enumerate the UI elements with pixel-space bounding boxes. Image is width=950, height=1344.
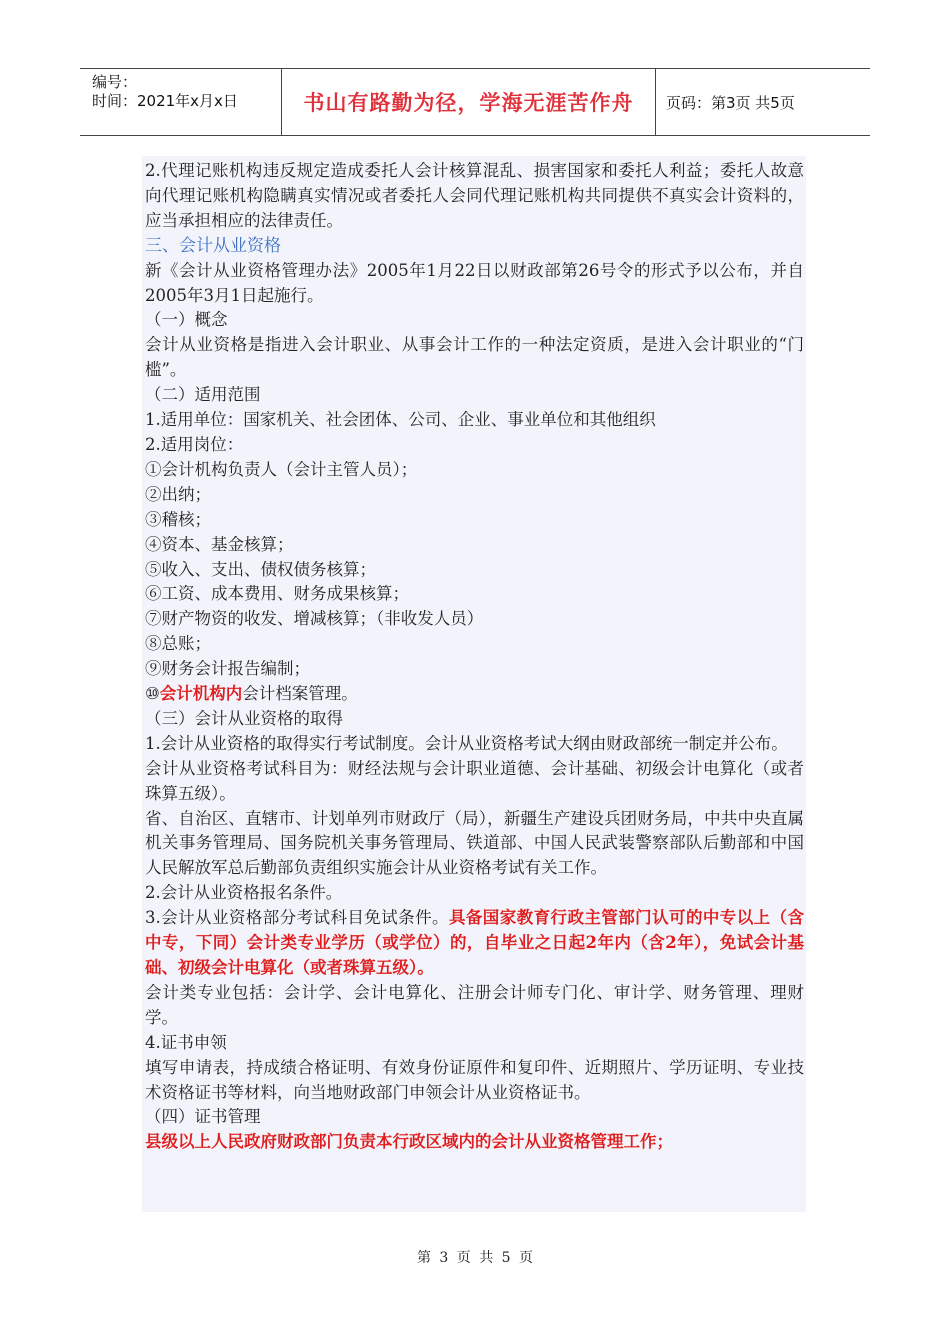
list-item: ③稽核； xyxy=(145,509,211,529)
list-item: ④资本、基金核算； xyxy=(145,534,294,554)
paragraph: 2.会计从业资格报名条件。 xyxy=(145,883,343,903)
list-item: ⑥工资、成本费用、财务成果核算； xyxy=(145,584,409,604)
subsection-heading: （二）适用范围 xyxy=(145,385,261,405)
list-item: ②出纳； xyxy=(145,484,211,504)
header-page-info: 页码：第3页 共5页 xyxy=(666,93,795,112)
paragraph: 4.证书申领 xyxy=(145,1032,227,1052)
paragraph: 填写申请表，持成绩合格证明、有效身份证原件和复印件、近期照片、学历证明、专业技术资格证书等材料，向当地财政部门申领会计从业资格证书。 xyxy=(145,1057,804,1102)
list-item: ⑧总账； xyxy=(145,634,211,654)
subsection-heading: （三）会计从业资格的取得 xyxy=(145,708,343,728)
text-suffix: 会计档案管理。 xyxy=(242,684,358,704)
paragraph: 1.会计从业资格的取得实行考试制度。会计从业资格考试大纲由财政部统一制定并公布。 xyxy=(145,733,788,753)
highlight-text: 具备国家教育行政主管部门认可的中专以上（含中专，下同）会计类专业学历（或学位）的，自毕业之日起2年内（含2年），免试会计基础、初级会计电算化（或者珠算五级）。 xyxy=(145,908,805,977)
paragraph: 2.适用岗位： xyxy=(145,434,244,454)
time-label: 时间：2021年x月x日 xyxy=(92,92,238,110)
paragraph xyxy=(145,1130,804,1155)
paragraph: 1.适用单位：国家机关、社会团体、公司、企业、事业单位和其他组织 xyxy=(145,410,656,430)
list-item: ①会计机构负责人（会计主管人员）； xyxy=(145,459,418,479)
number-label: 编号： xyxy=(92,73,138,91)
paragraph xyxy=(145,906,804,981)
paragraph: 省、自治区、直辖市、计划单列市财政厅（局），新疆生产建设兵团财务局，中共中央直属机关事务管理局、国务院机关事务管理局、铁道部、中国人民武装警察部队后勤部和中国人民解放军总后勤部负责组织实施会计从业资格考试有关工作。 xyxy=(145,808,804,878)
subsection-heading: （四）证书管理 xyxy=(145,1107,261,1127)
header-motto: 书山有路勤为径，学海无涯苦作舟 xyxy=(282,69,656,135)
section-heading: 三、会计从业资格 xyxy=(145,235,281,256)
list-item: ⑤收入、支出、债权债务核算； xyxy=(145,559,376,579)
paragraph: 会计从业资格考试科目为：财经法规与会计职业道德、会计基础、初级会计电算化（或者珠算五级）。 xyxy=(145,758,804,803)
list-item: ⑨财务会计报告编制； xyxy=(145,659,310,679)
document-body xyxy=(142,156,806,1212)
paragraph: 会计从业资格是指进入会计职业、从事会计工作的一种法定资质，是进入会计职业的“门槛”。 xyxy=(145,335,804,380)
paragraph: 2.代理记账机构违反规定造成委托人会计核算混乱、损害国家和委托人利益；委托人故意向代理记账机构隐瞒真实情况或者委托人会同代理记账机构共同提供不真实会计资料的，应当承担相应的法律责任。 xyxy=(145,161,804,230)
highlight-text: 会计机构内 xyxy=(159,684,243,704)
text-prefix: 3.会计从业资格部分考试科目免试条件。 xyxy=(145,908,449,928)
subsection-heading: （一）概念 xyxy=(145,310,228,330)
highlight-text: 县级以上人民政府财政部门负责本行政区域内的会计从业资格管理工作； xyxy=(145,1132,673,1152)
list-item: ⑦财产物资的收发、增减核算；（非收发人员） xyxy=(145,609,484,629)
paragraph: 会计类专业包括：会计学、会计电算化、注册会计师专门化、审计学、财务管理、理财学。 xyxy=(145,982,804,1027)
list-item xyxy=(145,682,804,707)
page-header xyxy=(80,68,870,136)
text-prefix: ⑩ xyxy=(145,684,160,704)
header-meta xyxy=(80,69,282,135)
paragraph: 新《会计从业资格管理办法》2005年1月22日以财政部第26号令的形式予以公布，并自2005年3月1日起施行。 xyxy=(145,260,804,305)
page-footer: 第 3 页 共 5 页 xyxy=(416,1250,534,1266)
